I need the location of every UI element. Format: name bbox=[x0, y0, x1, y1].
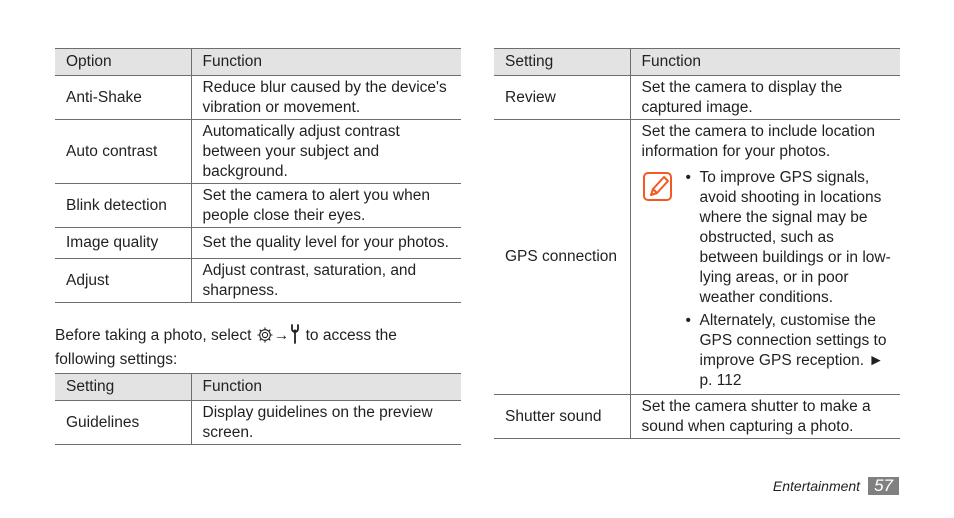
option-cell: Anti-Shake bbox=[55, 76, 191, 120]
page-number: 57 bbox=[868, 477, 899, 495]
gps-function-text: Set the camera to include location information for your photos. bbox=[641, 123, 875, 160]
column-header-setting: Setting bbox=[494, 49, 630, 76]
column-header-function: Function bbox=[630, 49, 900, 76]
function-cell: Display guidelines on the preview screen. bbox=[191, 401, 461, 445]
table-row-shutter bbox=[494, 395, 900, 439]
table-row bbox=[55, 120, 461, 184]
option-cell: Adjust bbox=[55, 259, 191, 303]
column-header-option: Option bbox=[55, 49, 191, 76]
intro-arrow: → bbox=[273, 327, 290, 344]
table-row bbox=[55, 76, 461, 120]
intro-after: to access the following settings: bbox=[55, 327, 397, 368]
guidelines-table bbox=[55, 373, 461, 445]
gps-note bbox=[642, 168, 895, 394]
settings-intro-text bbox=[55, 324, 455, 370]
note-bullet: • To improve GPS signals, avoid shooting in locations where the signal may be obstructed, such as between buildings or in low-lying areas, or in poor weather conditions. bbox=[684, 168, 895, 308]
table-row bbox=[55, 184, 461, 228]
option-cell: Blink detection bbox=[55, 184, 191, 228]
option-cell: Image quality bbox=[55, 228, 191, 259]
table-header-row bbox=[55, 49, 461, 76]
gear-icon bbox=[256, 326, 274, 350]
function-cell: Automatically adjust contrast between your subject and background. bbox=[191, 120, 461, 184]
setting-cell: Shutter sound bbox=[494, 395, 630, 439]
table-row-review bbox=[494, 76, 900, 120]
table-row bbox=[55, 228, 461, 259]
table-row bbox=[55, 401, 461, 445]
note-list bbox=[684, 168, 895, 394]
table-row-gps bbox=[494, 120, 900, 395]
section-name: Entertainment bbox=[772, 478, 861, 494]
note-pencil-icon bbox=[642, 170, 674, 202]
options-table bbox=[55, 48, 461, 303]
column-header-function: Function bbox=[191, 49, 461, 76]
column-header-function: Function bbox=[191, 374, 461, 401]
function-cell: Set the camera to alert you when people close their eyes. bbox=[191, 184, 461, 228]
function-cell: Reduce blur caused by the device's vibration or movement. bbox=[191, 76, 461, 120]
function-cell: Set the quality level for your photos. bbox=[191, 228, 461, 259]
setting-cell: GPS connection bbox=[494, 120, 630, 395]
settings-table bbox=[494, 48, 900, 439]
function-cell bbox=[630, 120, 900, 395]
setting-cell: Guidelines bbox=[55, 401, 191, 445]
function-cell: Set the camera to display the captured image. bbox=[630, 76, 900, 120]
setting-cell: Review bbox=[494, 76, 630, 120]
wrench-icon bbox=[289, 324, 301, 350]
table-row bbox=[55, 259, 461, 303]
table-header-row bbox=[494, 49, 900, 76]
function-cell: Set the camera shutter to make a sound when capturing a photo. bbox=[630, 395, 900, 439]
function-cell: Adjust contrast, saturation, and sharpness. bbox=[191, 259, 461, 303]
table-header-row bbox=[55, 374, 461, 401]
page-footer bbox=[773, 477, 899, 495]
column-header-setting: Setting bbox=[55, 374, 191, 401]
note-bullet: • Alternately, customise the GPS connection settings to improve GPS reception. ► p. 112 bbox=[684, 311, 895, 391]
option-cell: Auto contrast bbox=[55, 120, 191, 184]
intro-before: Before taking a photo, select bbox=[55, 327, 252, 344]
